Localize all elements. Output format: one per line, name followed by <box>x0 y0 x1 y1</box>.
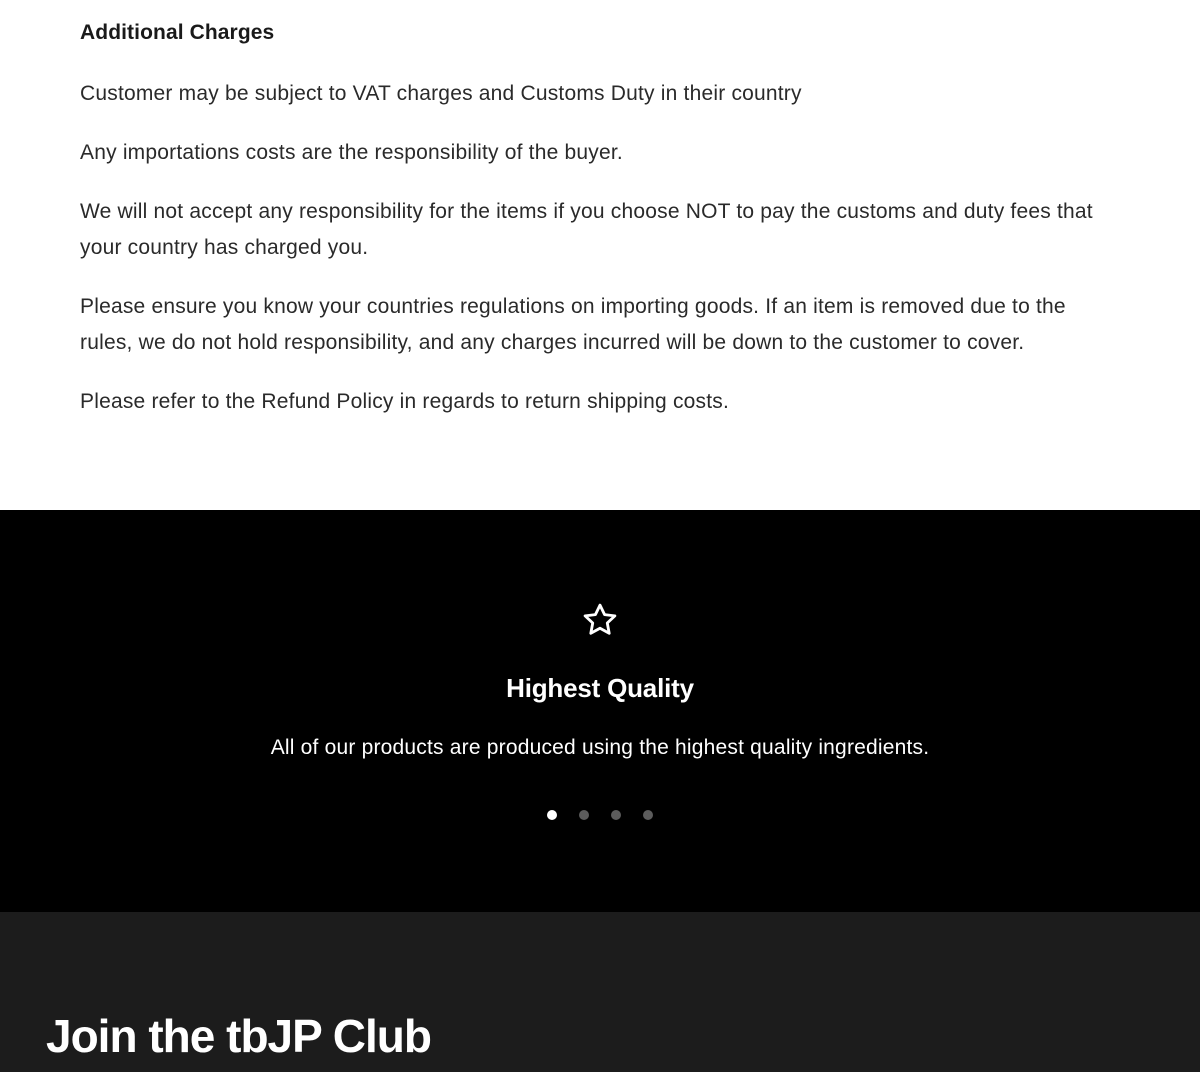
slider-dot-3[interactable] <box>611 810 621 820</box>
feature-title: Highest Quality <box>506 673 694 703</box>
slider-dot-2[interactable] <box>579 810 589 820</box>
feature-text: All of our products are produced using the highest quality ingredients. <box>270 736 930 759</box>
club-signup-section <box>0 912 1200 1072</box>
club-title: Join the tbJP Club <box>46 1010 431 1062</box>
charges-paragraph-importation: Any importations costs are the responsibility of the buyer. <box>80 141 623 164</box>
slider-dot-4[interactable] <box>643 810 653 820</box>
star-icon <box>581 601 619 639</box>
feature-slider <box>0 510 1200 912</box>
slider-pagination <box>0 810 1200 820</box>
additional-charges-heading: Additional Charges <box>80 21 275 44</box>
charges-paragraph-vat: Customer may be subject to VAT charges and Customs Duty in their country <box>80 82 802 105</box>
charges-paragraph-responsibility: We will not accept any responsibility for the items if you choose NOT to pay the customs and duty fees that your country has charged you. <box>80 200 1093 259</box>
additional-charges-section <box>0 0 1200 510</box>
charges-paragraph-regulations: Please ensure you know your countries regulations on importing goods. If an item is removed due to the rules, we do not hold responsibility, and any charges incurred will be down to the customer to cover. <box>80 295 1066 354</box>
charges-paragraph-refund: Please refer to the Refund Policy in regards to return shipping costs. <box>80 390 730 413</box>
slider-dot-1[interactable] <box>547 810 557 820</box>
